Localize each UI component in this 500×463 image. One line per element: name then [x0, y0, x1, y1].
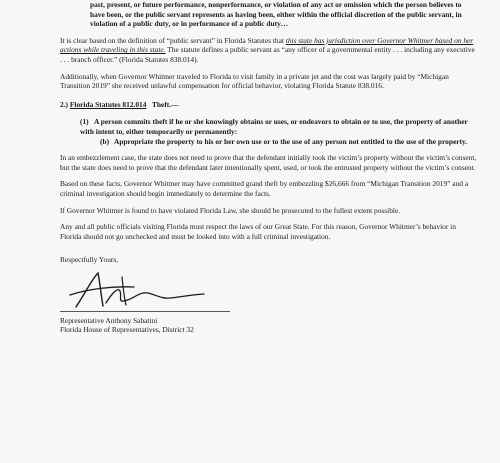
statute-subsection-b-text: Appropriate the property to his or her own use or to the use of any person not entitled to the use of the property.: [114, 136, 468, 146]
statute-subsection-b: [60, 137, 478, 147]
closing-salutation: Respectfully Yours,: [60, 255, 119, 265]
statute-subsection-1: [60, 117, 478, 136]
statute-subsection-1-text: A person commits theft if he or she knowingly obtains or uses, or endeavors to obtain or to use, the property of another with intent to, either temporarily or permanently:: [80, 117, 468, 136]
paragraph-public-officials: Any and all public officials visiting Florida must respect the laws of our Great State. For this reason, Governor Whitmer’s behavior in Florida should not go unchecked and must be looked into with a full criminal investigation.: [60, 222, 456, 241]
section-heading: [60, 100, 478, 110]
paragraph-embezzlement: In an embezzlement case, the state does not need to prove that the defendant initially took the victim’s property without the victim’s consent, but the state does need to prove that the defendant later intentionally spent, used, or took the entrusted property without the victim’s consent.: [60, 153, 477, 172]
signer-name: Representative Anthony Sabatini: [60, 315, 158, 325]
signer-title: Florida House of Representatives, District 32: [60, 325, 194, 335]
paragraph-jurisdiction-lead: It is clear based on the definition of “public servant” in Florida Statutes that: [60, 35, 286, 45]
section-title: Theft.—: [152, 99, 179, 109]
paragraph-jurisdiction: [60, 36, 478, 65]
statute-subsection-b-number: (b): [100, 136, 110, 146]
handwritten-signature: [60, 269, 478, 311]
signature-drawing: [66, 269, 216, 311]
statute-subsection-1-number: (1): [80, 117, 89, 127]
section-number: 2.): [60, 99, 69, 109]
statute-quote-continuation: past, present, or future performance, nonperformance, or violation of any act or omission which the person believes to have been, or the public servant represents as having been, either within the official discretion of the public servant, in violation of a public duty, or in performance of a public duty…: [90, 0, 462, 29]
paragraph-compensation: Additionally, when Governor Whitmer traveled to Florida to visit family in a private jet and the cost was largely paid by “Michigan Transition 2019” she received unlawful compensation for official behavior, violating Florida Statute 838.016.: [60, 71, 449, 91]
paragraph-jurisdiction-emphasis: this state has jurisdiction over Governor Whitmer based on her actions while traveling in this state.: [60, 35, 474, 55]
paragraph-jurisdiction-tail: The statute defines a public servant as “any officer of a governmental entity . . . including any executive . . . branch officer.” (Florida Statutes 838.014).: [60, 45, 475, 64]
paragraph-grand-theft: Based on these facts, Governor Whitmer may have committed grand theft by embezzling $26,666 from “Michigan Transition 2019” and a criminal investigation should begin immediately to determine the facts.: [60, 179, 469, 198]
section-statute-ref: Florida Statutes 812.014: [69, 99, 147, 109]
paragraph-prosecution: If Governor Whitmer is found to have violated Florida Law, she should be prosecuted to the fullest extent possible.: [60, 205, 401, 215]
signature-line: [60, 311, 230, 312]
letter-body: [60, 0, 478, 335]
